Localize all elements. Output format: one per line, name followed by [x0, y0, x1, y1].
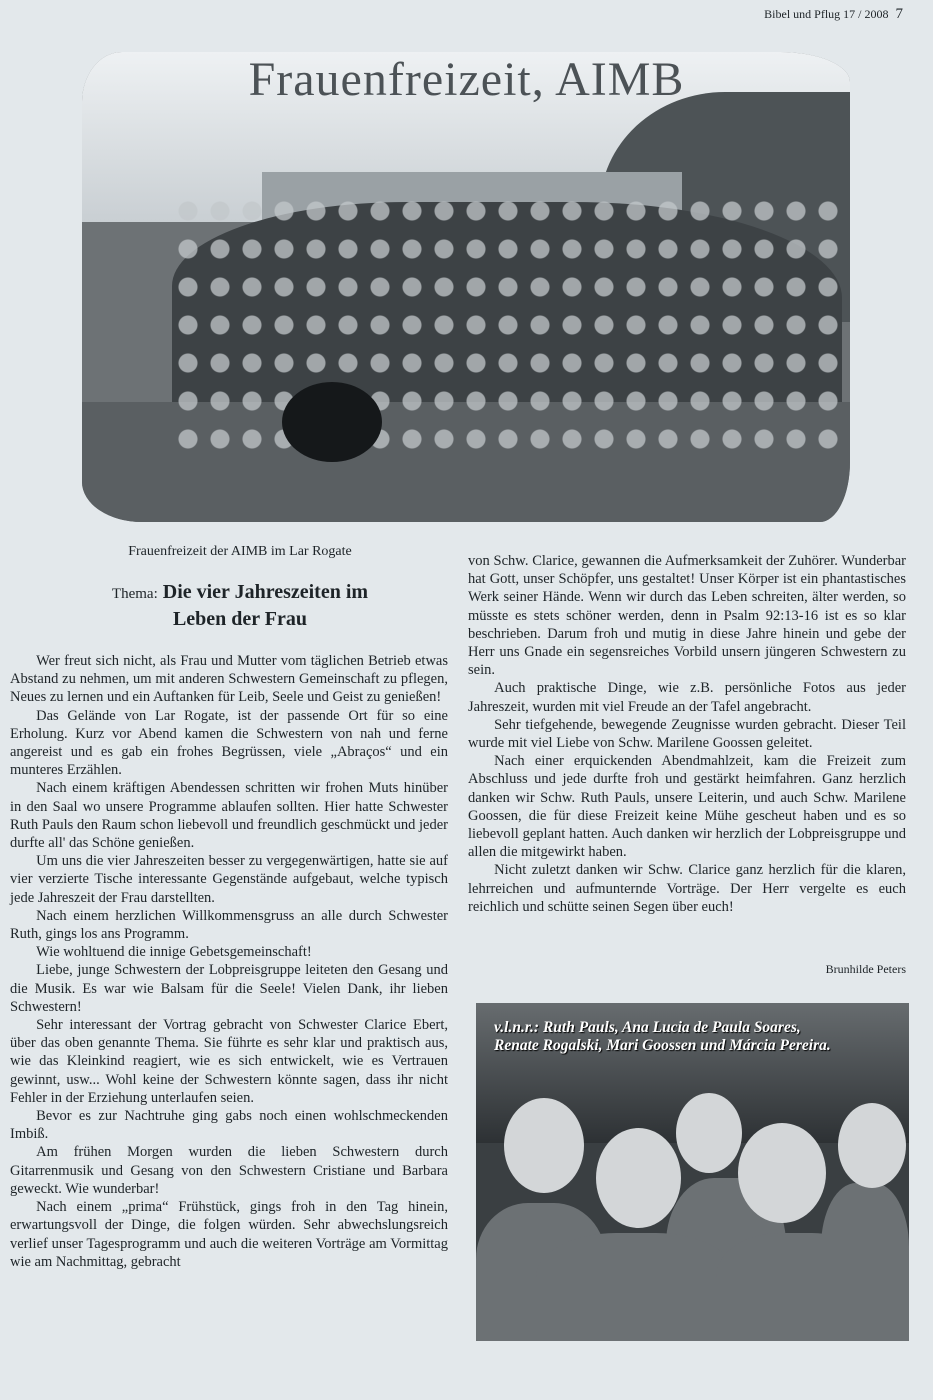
article-column-right [468, 552, 906, 916]
leaders-photo [476, 1003, 909, 1341]
person-face [596, 1128, 681, 1228]
theme-title-line2: Leben der Frau [172, 608, 308, 630]
paragraph: Sehr interessant der Vortrag gebracht von Schwester Clarice Ebert, über das oben genannte Thema. Sie führte es sehr klar und praktisch aus, wie das Kleinkind reagiert, wie es sich entwickelt, wie es Vertrauen gewinnt, usw... Wohl keine der Schwestern könnte sagen, dass ihr nicht Fehler in der Erziehung unterlaufen seien. [10, 1017, 448, 1106]
photo-caption: Frauenfreizeit der AIMB im Lar Rogate [128, 544, 352, 559]
publication-name: Bibel und Pflug 17 / 2008 [764, 7, 889, 21]
person-face [676, 1093, 742, 1173]
page-header [764, 6, 903, 23]
group-photo [82, 52, 850, 522]
paragraph: von Schw. Clarice, gewannen die Aufmerksamkeit der Zuhörer. Wunderbar hat Gott, unser Schöpfer, uns gestaltet! Unser Körper ist ein phantastisches Werk seiner Hände. Wenn wir durch das Leben schreiten, älter werden, so müsste es stets schöner werden, denn in Psalm 92:13-16 ist es so klar beschrieben. Darum froh und mutig in diese Jahre hinein und gebe der Herr uns Gnade ein segensreiches Vorbild unsern jüngeren Schwestern zu sein. [468, 553, 906, 679]
paragraph: Nach einem herzlichen Willkommensgruss an alle durch Schwester Ruth, gings los ans Programm. [10, 907, 448, 943]
paragraph: Bevor es zur Nachtruhe ging gabs noch einen wohlschmeckenden Imbiß. [10, 1108, 448, 1143]
author-name: Brunhilde Peters [825, 962, 906, 976]
paragraph: Das Gelände von Lar Rogate, ist der passende Ort für so eine Erholung. Kurz vor Abend kamen die Schwestern von nah und ferne angereist und es gab ein frohes Begrüssen, viele „Abraços“ und ein munteres Erzählen. [10, 707, 448, 779]
article-column-left [10, 652, 448, 1271]
paragraph: Nach einer erquickenden Abendmahlzeit, kam die Freizeit zum Abschluss und jede durfte froh und gestärkt heimfahren. Ganz herzlich danken wir Schw. Ruth Pauls, unsere Leiterin, und auch Schw. Marilene Goossen, die für diese Freizeit keine Mühe gescheut haben und es so liebevoll geplant hatten. Auch danken wir herzlich der Lobpreisgruppe und allen die mitgewirkt haben. [468, 753, 906, 861]
paragraph: Am frühen Morgen wurden die lieben Schwestern durch Gitarrenmusik und Gesang von den Schwestern Cristiane und Barbara geweckt. Wie wunderbar! [10, 1144, 448, 1197]
theme-title-line1: Die vier Jahreszeiten im [162, 581, 369, 603]
page-number: 7 [895, 6, 903, 22]
paragraph: Nach einem kräftigen Abendessen schritten wir frohen Muts hinüber in den Saal wo unsere Programme ablaufen sollten. Hier hatte Schwester Ruth Pauls den Raum schon liebevoll und freundlich geschmückt und jeder durfte all' das Schöne genießen. [10, 780, 448, 852]
paragraph: Nicht zuletzt danken wir Schw. Clarice ganz herzlich für die klaren, lehrreichen und aufmunternde Vorträge. Der Herr vergelte es euch reichlich und schütte seinen Segen über euch! [468, 862, 906, 915]
leaders-photo-caption: v.l.n.r.: Ruth Pauls, Ana Lucia de Paula Soares, Renate Rogalski, Mari Goossen und Márcia Pereira. [494, 1019, 831, 1054]
paragraph: Sehr tiefgehende, bewegende Zeugnisse wurden gebracht. Dieser Teil wurde mit viel Liebe von Schw. Marilene Goossen geleitet. [468, 716, 906, 752]
theme-label: Thema: [111, 586, 158, 602]
paragraph: Nach einem „prima“ Frühstück, gings froh in den Tag hinein, erwartungsvoll der Dinge, die folgen würden. Sehr abwechslungsreich verlief unser Tagesprogramm und auch die weiteren Vorträge am Vormittag wie am Nachmittag, gebracht [10, 1199, 448, 1270]
person-face [504, 1098, 584, 1193]
article-title: Frauenfreizeit, AIMB [248, 53, 685, 106]
paragraph: Auch praktische Dinge, wie z.B. persönliche Fotos aus jeder Jahreszeit, wurden mit viel Freude an der Tafel angebracht. [468, 680, 906, 715]
paragraph: Wer freut sich nicht, als Frau und Mutter vom täglichen Betrieb etwas Abstand zu nehmen, um mit anderen Schwestern Gemeinschaft zu pflegen, Neues zu lernen und ein Auftanken für Leib, Seele und Geist zu genießen! [10, 653, 448, 706]
paragraph: Um uns die vier Jahreszeiten besser zu vergegenwärtigen, hatte sie auf vier verzierte Tische interessante Gegenstände aufgebaut, welche typisch jede Jahreszeit der Frau darstellten. [10, 853, 448, 906]
theme-heading [30, 580, 450, 632]
person-face [738, 1123, 826, 1223]
paragraph: Wie wohltuend die innige Gebetsgemeinschaft! [36, 944, 312, 961]
paragraph: Liebe, junge Schwestern der Lobpreisgruppe leiteten den Gesang und die Musik. Es war wie Balsam für die Seele! Vielen Dank, ihr lieben Schwestern! [10, 962, 448, 1015]
guitar [282, 382, 382, 462]
person-face [838, 1103, 906, 1188]
